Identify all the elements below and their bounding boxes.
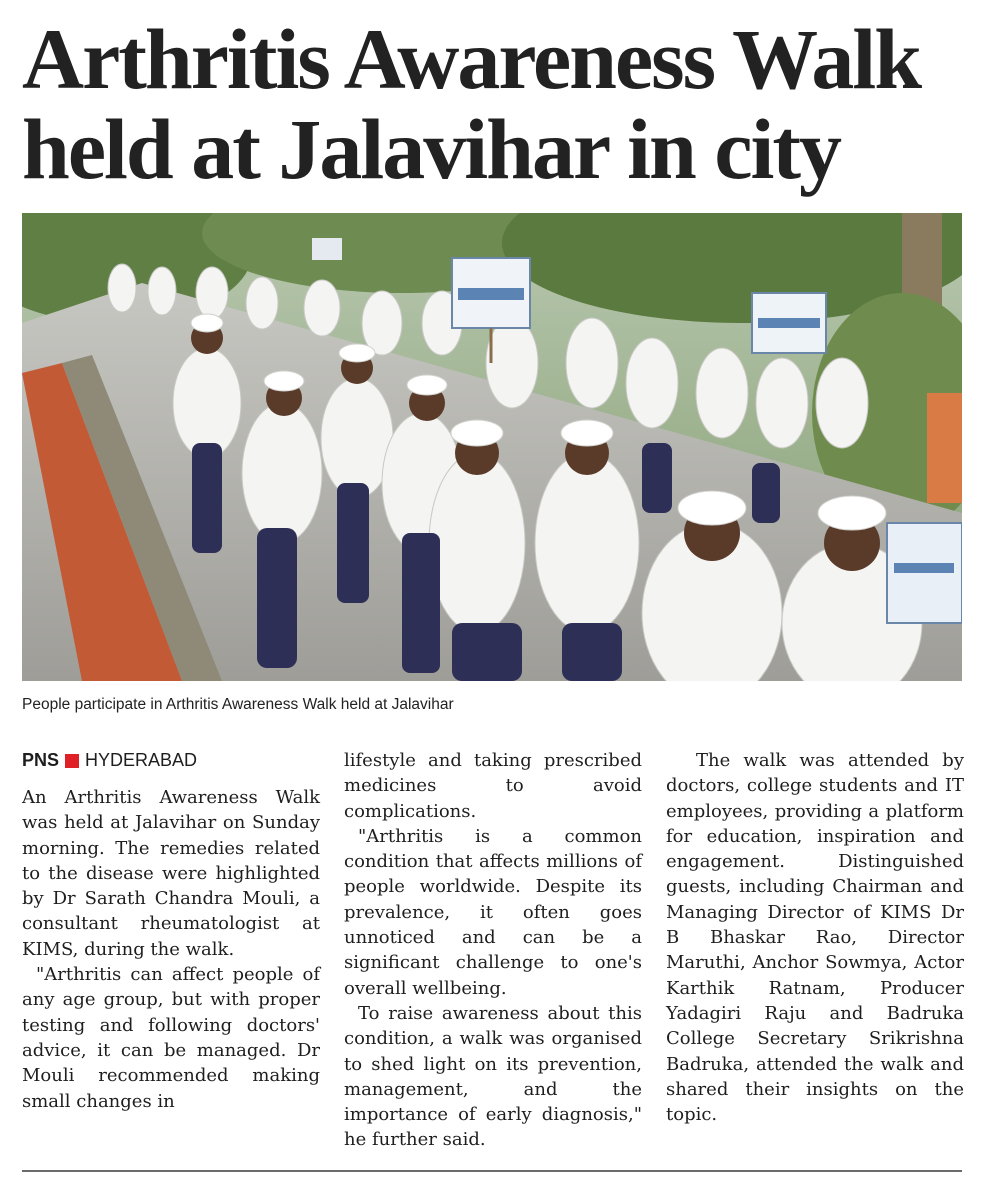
photo-caption: People participate in Arthritis Awareness Walk held at Jalavihar <box>22 696 454 713</box>
article-column-1 <box>22 748 320 1114</box>
column-1-body <box>22 785 320 1114</box>
walk-photo <box>22 213 962 681</box>
paragraph: The walk was attended by doctors, college students and IT employees, providing a platform for education, inspiration and engagement. Distinguished guests, including Chairman and Managing Director of KIMS Dr B Bhaskar Rao, Director Maruthi, Anchor Sowmya, Actor Karthik Ratnam, Producer Yadagiri Raju and Badruka College Secretary Srikrishna Badruka, attended the walk and shared their insights on the topic. <box>666 750 964 1126</box>
headline-line-1: Arthritis Awareness Walk <box>22 11 921 107</box>
dateline <box>22 748 320 773</box>
dateline-city: HYDERABAD <box>85 750 198 770</box>
paragraph: To raise awareness about this condition, a walk was organised to shed light on its prevention, management, and the importance of early diagnosis," he further said. <box>344 1002 642 1151</box>
article-column-3 <box>666 748 964 1127</box>
dateline-agency: PNS <box>22 750 60 770</box>
headline-line-2: held at Jalavihar in city <box>22 101 841 197</box>
paragraph: An Arthritis Awareness Walk was held at Jalavihar on Sunday morning. The remedies related to the disease were highlighted by Dr Sarath Chandra Mouli, a consultant rheumatologist at KIMS, during the walk. <box>22 787 320 960</box>
headline <box>22 11 982 197</box>
paragraph: "Arthritis can affect people of any age group, but with proper testing and following doctors' advice, it can be managed. Dr Mouli recommended making small changes in <box>22 964 320 1112</box>
article-column-2 <box>344 748 642 1153</box>
paragraph: "Arthritis is a common condition that affects millions of people worldwide. Despite its prevalence, it often goes unnoticed and can be a significant challenge to one's overall wellbeing. <box>344 825 642 999</box>
bottom-rule <box>22 1170 962 1172</box>
dateline-marker-icon <box>65 754 79 768</box>
paragraph: lifestyle and taking prescribed medicines to avoid complications. <box>344 750 642 822</box>
